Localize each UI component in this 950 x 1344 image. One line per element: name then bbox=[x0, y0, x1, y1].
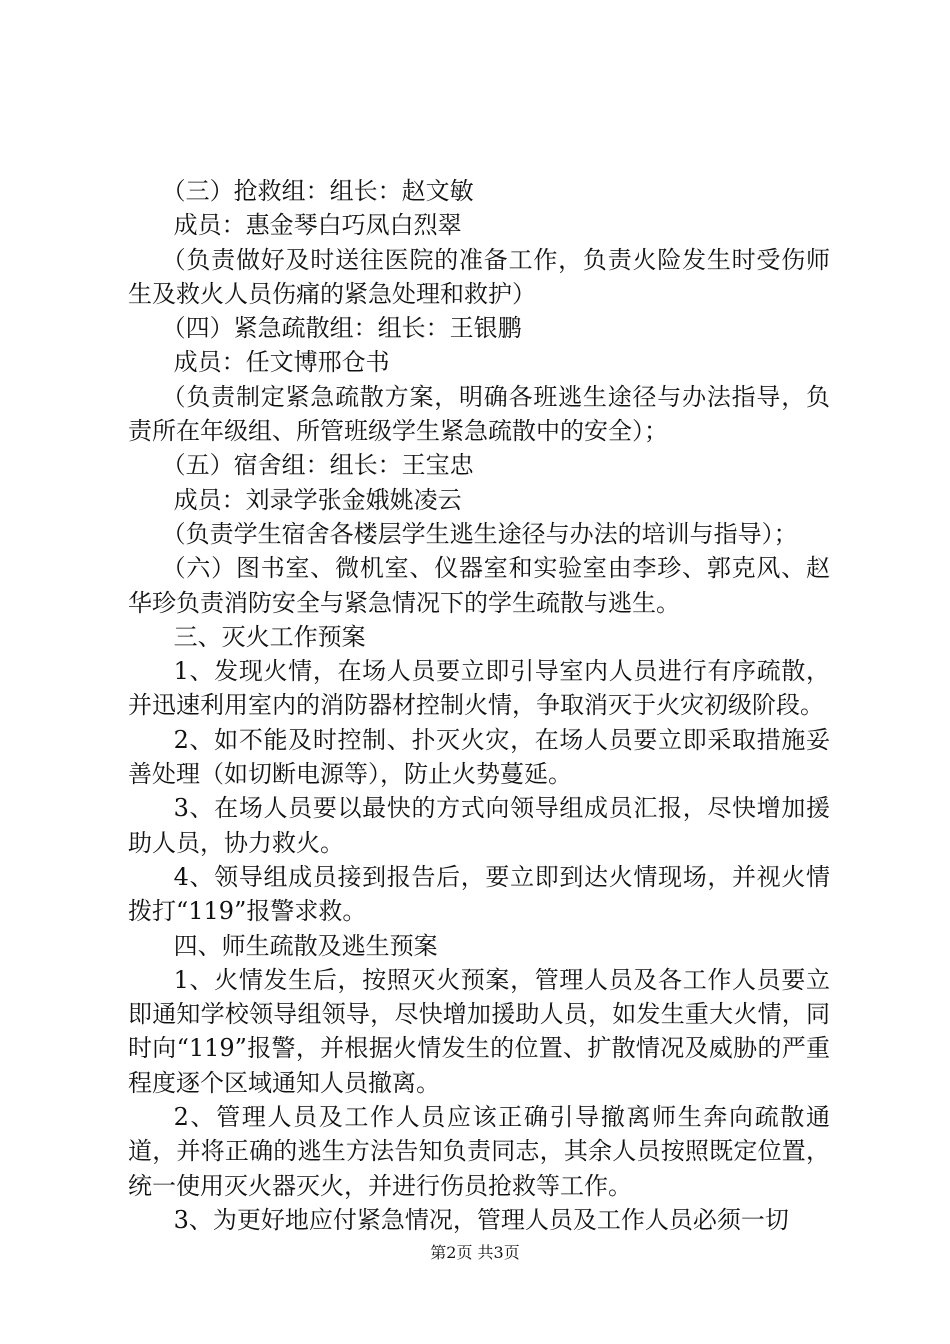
paragraph-dorm-group: （五）宿舍组：组长：王宝忠 bbox=[161, 451, 474, 480]
paragraph-rescue-group: （三）抢救组：组长：赵文敏 bbox=[161, 177, 474, 205]
paragraph-dorm-members: 成员：刘录学张金娥姚凌云 bbox=[173, 485, 462, 514]
paragraph-labs-responsibility: （六）图书室、微机室、仪器室和实验室由李珍、郭克风、赵华珍负责消防安全与紧急情况下的学生疏散与逃生。 bbox=[128, 554, 830, 617]
paragraph-firefighting-1: 1、发现火情，在场人员要立即引导室内人员进行有序疏散，并迅速利用室内的消防器材控制火情，争取消灭于火灾初级阶段。 bbox=[128, 657, 830, 720]
paragraph-firefighting-3: 3、在场人员要以最快的方式向领导组成员汇报，尽快增加援助人员，协力救火。 bbox=[128, 794, 830, 857]
paragraph-evacuation-group: （四）紧急疏散组：组长：王银鹏 bbox=[161, 314, 522, 343]
paragraph-evacuation-3: 3、为更好地应付紧急情况，管理人员及工作人员必须一切 bbox=[173, 1205, 789, 1234]
paragraph-evacuation-1: 1、火情发生后，按照灭火预案，管理人员及各工作人员要立即通知学校领导组领导，尽快增加援助人员，如发生重大火情，同时向“119”报警，并根据火情发生的位置、扩散情况及威胁的严重程度逐个区域通知人员撤离。 bbox=[128, 965, 830, 1097]
page-number-footer: 第2页 共3页 bbox=[430, 1243, 520, 1262]
paragraph-firefighting-4: 4、领导组成员接到报告后，要立即到达火情现场，并视火情拨打“119”报警求救。 bbox=[128, 862, 830, 926]
paragraph-evacuation-2: 2、管理人员及工作人员应该正确引导撤离师生奔向疏散通道，并将正确的逃生方法告知负责同志，其余人员按照既定位置，统一使用灭火器灭火，并进行伤员抢救等工作。 bbox=[128, 1103, 830, 1200]
heading-firefighting-plan: 三、灭火工作预案 bbox=[173, 622, 366, 651]
paragraph-rescue-duties: （负责做好及时送往医院的准备工作，负责火险发生时受伤师生及救火人员伤痛的紧急处理和救护） bbox=[128, 245, 830, 308]
paragraph-dorm-duties: （负责学生宿舍各楼层学生逃生途径与办法的培训与指导）； bbox=[161, 519, 798, 548]
paragraph-firefighting-2: 2、如不能及时控制、扑灭火灾，在场人员要立即采取措施妥善处理（如切断电源等），防止火势蔓延。 bbox=[128, 725, 830, 789]
paragraph-rescue-members: 成员：惠金琴白巧凤白烈翠 bbox=[173, 211, 462, 240]
paragraph-evacuation-duties: （负责制定紧急疏散方案，明确各班逃生途径与办法指导，负责所在年级组、所管班级学生紧急疏散中的安全）； bbox=[128, 382, 830, 446]
heading-evacuation-plan: 四、师生疏散及逃生预案 bbox=[173, 931, 438, 960]
document-body bbox=[128, 174, 830, 1237]
paragraph-evacuation-members: 成员：任文博邢仓书 bbox=[173, 348, 390, 377]
